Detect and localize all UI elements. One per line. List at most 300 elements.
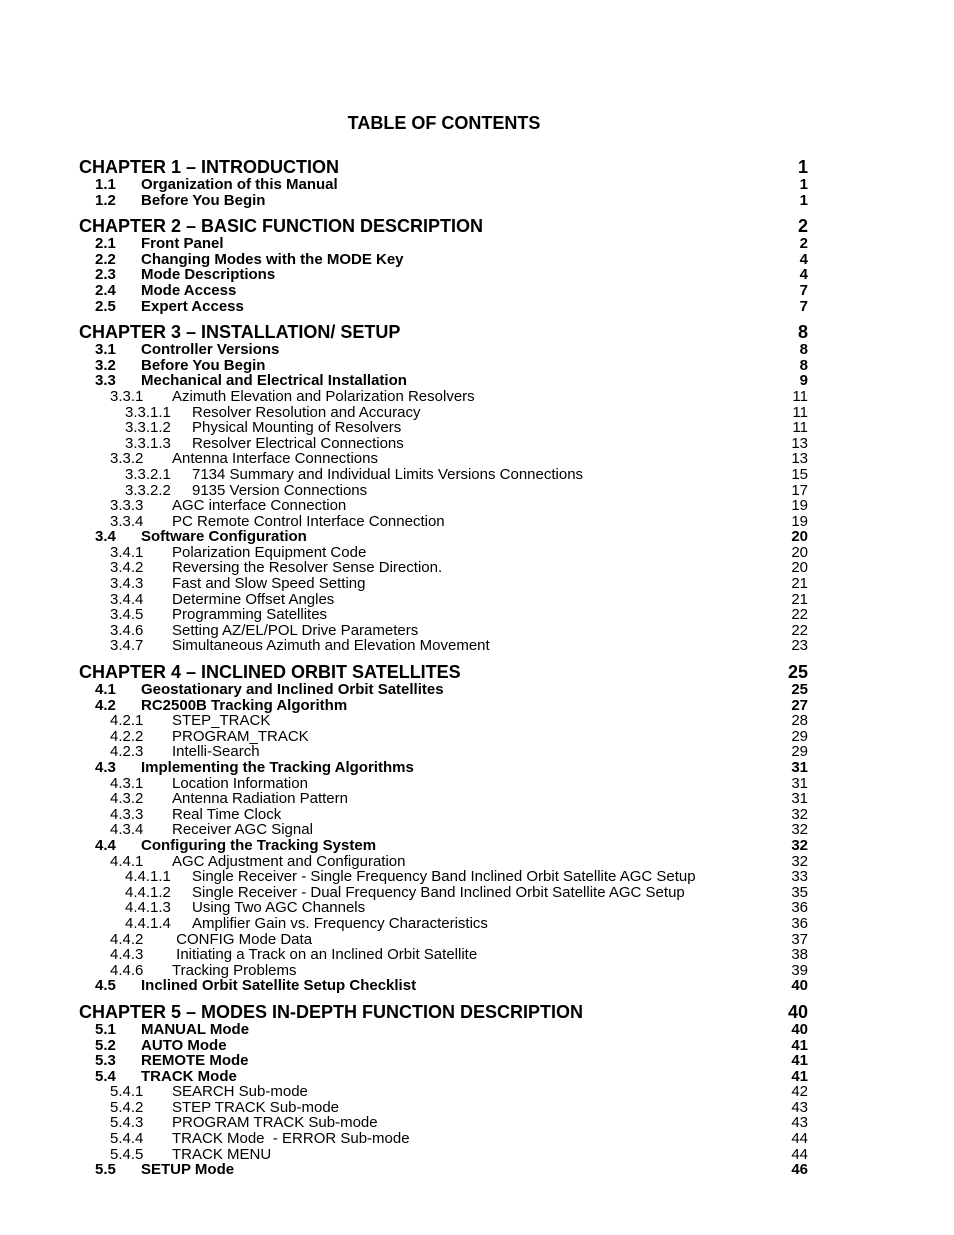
toc-page-number: 39: [791, 961, 808, 979]
toc-entry-title: SETUP Mode: [141, 1162, 235, 1178]
toc-entry-heading: [79, 607, 791, 623]
toc-section-entry: [79, 932, 808, 948]
toc-section-entry: [79, 193, 808, 209]
toc-page-number: 20: [791, 543, 808, 561]
toc-section-entry: [79, 299, 808, 315]
toc-entry-heading: [79, 514, 791, 530]
toc-section-entry: [79, 916, 808, 932]
toc-entry-heading: [79, 342, 800, 358]
toc-entry-number: 2.4: [95, 282, 116, 299]
toc-entry-heading: [79, 560, 791, 576]
toc-entry-number: 4.4.1.1: [125, 869, 171, 885]
toc-entry-heading: [79, 623, 791, 639]
toc-page-number: 40: [791, 977, 808, 995]
toc-entry-title: REMOTE Mode: [141, 1053, 249, 1069]
toc-entry-heading: [79, 236, 800, 252]
toc-entry-number: 3.3.1.3: [125, 435, 171, 452]
toc-section-entry: [79, 638, 808, 654]
toc-entry-heading: [79, 916, 791, 932]
toc-entry-number: 5.4.4: [110, 1131, 144, 1147]
toc-page-number: 41: [791, 1067, 808, 1085]
toc-entry-title: PROGRAM TRACK Sub-mode: [172, 1115, 378, 1132]
toc-chapter-entry: [79, 663, 808, 682]
toc-entry-heading: [79, 1069, 791, 1085]
toc-section-entry: [79, 838, 808, 854]
toc-entry-title: Polarization Equipment Code: [172, 544, 367, 561]
toc-entry-heading: [79, 638, 791, 654]
toc-page-number: 7: [799, 297, 808, 315]
toc-entry-number: 4.3.4: [110, 822, 144, 838]
toc-entry-title: Real Time Clock: [172, 806, 282, 823]
toc-page-number: 7: [799, 281, 808, 299]
toc-entry-title: CHAPTER 2 – BASIC FUNCTION DESCRIPTION: [79, 217, 484, 237]
toc-entry-heading: [79, 947, 791, 963]
toc-entry-heading: [79, 373, 800, 389]
toc-entry-heading: [79, 177, 800, 193]
toc-entry-number: 5.4.5: [110, 1146, 144, 1163]
toc-entry-title: Inclined Orbit Satellite Setup Checklist: [141, 978, 417, 994]
toc-section-entry: [79, 900, 808, 916]
toc-page-number: 28: [791, 712, 808, 730]
toc-entry-number: 5.5: [95, 1162, 116, 1178]
toc-page-number: 2: [797, 216, 808, 237]
toc-page-number: 32: [791, 852, 808, 870]
toc-entry-number: 2.1: [95, 236, 116, 252]
toc-entry-number: 3.3.4: [110, 513, 144, 530]
toc-entry-title: PC Remote Control Interface Connection: [172, 513, 445, 530]
toc-section-entry: [79, 1053, 808, 1069]
toc-section-entry: [79, 576, 808, 592]
table-of-contents: [79, 158, 808, 1178]
toc-page-number: 43: [791, 1098, 808, 1116]
toc-entry-number: 4.4.6: [110, 962, 144, 979]
toc-entry-title: Programming Satellites: [172, 607, 328, 623]
toc-section-entry: [79, 698, 808, 714]
toc-entry-number: 5.4.3: [110, 1115, 144, 1132]
toc-entry-heading: [79, 1022, 791, 1038]
toc-entry-heading: [79, 869, 791, 885]
toc-entry-heading: [79, 1115, 791, 1131]
toc-entry-title: Before You Begin: [141, 357, 266, 374]
toc-page-number: 25: [787, 662, 808, 683]
toc-entry-title: CONFIG Mode Data: [172, 931, 313, 948]
toc-entry-number: 4.4.1.4: [125, 915, 171, 932]
toc-entry-title: SEARCH Sub-mode: [172, 1084, 308, 1100]
toc-section-entry: [79, 1084, 808, 1100]
toc-section-entry: [79, 267, 808, 283]
toc-section-entry: [79, 854, 808, 870]
toc-entry-title: Amplifier Gain vs. Frequency Characteristics: [192, 915, 488, 932]
toc-page-number: 32: [791, 836, 808, 854]
toc-entry-heading: [79, 193, 800, 209]
toc-section-entry: [79, 807, 808, 823]
toc-entry-number: 3.3.2: [110, 451, 144, 467]
toc-section-entry: [79, 177, 808, 193]
toc-entry-number: 4.4.1.3: [125, 900, 171, 916]
toc-page-number: 23: [791, 637, 808, 655]
toc-entry-number: 4.4.1: [110, 853, 144, 870]
toc-entry-title: 7134 Summary and Individual Limits Versions Connections: [192, 466, 584, 483]
toc-entry-title: Mode Access: [141, 282, 237, 299]
toc-entry-heading: [79, 545, 791, 561]
toc-chapter-entry: [79, 1003, 808, 1022]
toc-page-number: 25: [791, 681, 808, 699]
toc-entry-title: Simultaneous Azimuth and Elevation Movement: [172, 638, 490, 655]
toc-entry-heading: [79, 267, 800, 283]
toc-entry-heading: [79, 467, 791, 483]
toc-entry-number: 3.3.2.1: [125, 466, 171, 483]
toc-entry-number: 4.4.3: [110, 947, 144, 963]
toc-entry-number: 3.2: [95, 357, 116, 374]
toc-entry-number: 4.3.3: [110, 806, 144, 823]
toc-entry-title: TRACK Mode - ERROR Sub-mode: [172, 1131, 410, 1147]
toc-page-number: 11: [792, 387, 808, 405]
toc-entry-title: Determine Offset Angles: [172, 591, 335, 608]
toc-entry-heading: [79, 963, 791, 979]
toc-section-entry: [79, 560, 808, 576]
toc-chapter-entry: [79, 158, 808, 177]
toc-section-entry: [79, 978, 808, 994]
toc-entry-number: 4.2: [95, 697, 116, 714]
toc-page-number: 20: [791, 528, 808, 546]
toc-page-number: 42: [791, 1083, 808, 1101]
toc-entry-number: 4.2.2: [110, 728, 144, 745]
toc-page-number: 46: [791, 1161, 808, 1179]
toc-entry-number: 4.2.3: [110, 744, 144, 760]
toc-page-number: 40: [791, 1020, 808, 1038]
toc-entry-heading: [79, 323, 798, 342]
toc-page-number: 17: [791, 481, 808, 499]
toc-page-number: 35: [791, 883, 808, 901]
toc-section-entry: [79, 791, 808, 807]
toc-section-entry: [79, 744, 808, 760]
toc-section-entry: [79, 592, 808, 608]
toc-page-number: 32: [791, 821, 808, 839]
toc-entry-title: Mechanical and Electrical Installation: [141, 373, 407, 389]
toc-section-entry: [79, 236, 808, 252]
toc-section-entry: [79, 498, 808, 514]
toc-entry-heading: [79, 1038, 791, 1054]
toc-entry-heading: [79, 158, 798, 177]
toc-entry-number: 5.4.1: [110, 1084, 144, 1100]
toc-entry-heading: [79, 854, 791, 870]
toc-page-number: 2: [799, 235, 808, 253]
toc-entry-heading: [79, 358, 800, 374]
toc-entry-title: Controller Versions: [141, 342, 280, 358]
toc-page-number: 11: [792, 419, 808, 437]
toc-entry-title: Changing Modes with the MODE Key: [141, 251, 404, 268]
toc-section-entry: [79, 420, 808, 436]
toc-entry-heading: [79, 885, 791, 901]
toc-page-number: 15: [791, 465, 808, 483]
toc-entry-heading: [79, 682, 791, 698]
toc-entry-title: TRACK Mode: [141, 1068, 237, 1085]
toc-page-number: 9: [799, 372, 808, 390]
toc-entry-title: CHAPTER 3 – INSTALLATION/ SETUP: [79, 323, 401, 343]
toc-page-number: 1: [797, 157, 808, 177]
toc-page-number: 21: [791, 575, 808, 593]
toc-entry-title: Setting AZ/EL/POL Drive Parameters: [172, 622, 419, 639]
toc-entry-heading: [79, 1100, 791, 1116]
toc-section-entry: [79, 373, 808, 389]
toc-entry-title: AUTO Mode: [141, 1037, 227, 1054]
toc-entry-number: 5.1: [95, 1021, 116, 1038]
toc-page-number: 1: [799, 191, 808, 209]
toc-entry-number: 3.4.1: [110, 544, 144, 561]
toc-page-number: 40: [787, 1001, 808, 1022]
toc-section-entry: [79, 545, 808, 561]
toc-entry-number: 5.3: [95, 1053, 116, 1069]
toc-entry-heading: [79, 576, 791, 592]
toc-entry-title: STEP TRACK Sub-mode: [172, 1099, 340, 1116]
toc-page-number: 31: [791, 774, 808, 792]
toc-entry-heading: [79, 900, 791, 916]
toc-section-entry: [79, 1162, 808, 1178]
toc-entry-heading: [79, 1147, 791, 1163]
toc-entry-number: 4.3: [95, 760, 116, 776]
toc-entry-heading: [79, 838, 791, 854]
toc-page-number: 29: [791, 727, 808, 745]
toc-entry-heading: [79, 663, 788, 682]
toc-entry-title: AGC interface Connection: [172, 498, 347, 514]
toc-entry-title: Location Information: [172, 775, 308, 792]
toc-entry-title: Configuring the Tracking System: [141, 837, 377, 854]
toc-entry-heading: [79, 1162, 791, 1178]
toc-entry-title: Geostationary and Inclined Orbit Satellites: [141, 682, 444, 698]
toc-page-number: 11: [792, 403, 808, 421]
toc-page-number: 31: [791, 790, 808, 808]
toc-entry-title: Mode Descriptions: [141, 267, 276, 283]
toc-section-entry: [79, 776, 808, 792]
toc-entry-number: 4.3.1: [110, 775, 144, 792]
toc-page-number: 41: [791, 1052, 808, 1070]
toc-entry-number: 2.3: [95, 267, 116, 283]
toc-page-number: 19: [791, 497, 808, 515]
toc-page-number: 21: [791, 590, 808, 608]
toc-page-number: 8: [799, 356, 808, 374]
toc-section-entry: [79, 1100, 808, 1116]
toc-entry-number: 3.3.1.2: [125, 420, 171, 436]
toc-entry-heading: [79, 529, 791, 545]
toc-section-entry: [79, 451, 808, 467]
toc-entry-title: AGC Adjustment and Configuration: [172, 853, 406, 870]
toc-entry-heading: [79, 1084, 791, 1100]
toc-entry-heading: [79, 713, 791, 729]
toc-section-entry: [79, 713, 808, 729]
toc-entry-title: Implementing the Tracking Algorithms: [141, 760, 414, 776]
toc-entry-heading: [79, 744, 791, 760]
toc-entry-title: MANUAL Mode: [141, 1021, 250, 1038]
toc-entry-number: 3.4: [95, 529, 116, 545]
toc-section-entry: [79, 436, 808, 452]
toc-entry-heading: [79, 483, 791, 499]
toc-page-number: 43: [791, 1114, 808, 1132]
toc-section-entry: [79, 405, 808, 421]
toc-entry-heading: [79, 807, 791, 823]
toc-page-number: 38: [791, 946, 808, 964]
toc-entry-title: Physical Mounting of Resolvers: [192, 420, 402, 436]
toc-entry-number: 2.2: [95, 251, 116, 268]
toc-chapter-entry: [79, 217, 808, 236]
toc-entry-number: 5.4: [95, 1068, 116, 1085]
toc-entry-number: 4.5: [95, 978, 116, 994]
toc-entry-title: Using Two AGC Channels: [192, 900, 366, 916]
toc-page-number: 1: [799, 176, 808, 193]
toc-entry-number: 3.4.5: [110, 607, 144, 623]
toc-section-entry: [79, 760, 808, 776]
toc-entry-title: CHAPTER 4 – INCLINED ORBIT SATELLITES: [79, 663, 461, 683]
toc-entry-heading: [79, 252, 800, 268]
toc-entry-title: CHAPTER 5 – MODES IN-DEPTH FUNCTION DESCRIPTION: [79, 1002, 584, 1022]
toc-entry-title: Software Configuration: [141, 529, 307, 545]
toc-entry-title: Single Receiver - Single Frequency Band Inclined Orbit Satellite AGC Setup: [192, 869, 696, 885]
toc-section-entry: [79, 885, 808, 901]
toc-section-entry: [79, 682, 808, 698]
toc-entry-heading: [79, 1003, 788, 1022]
toc-page-number: 4: [799, 250, 808, 268]
toc-entry-number: 3.3.3: [110, 498, 144, 514]
toc-entry-number: 4.1: [95, 682, 116, 698]
toc-entry-heading: [79, 498, 791, 514]
toc-section-entry: [79, 729, 808, 745]
toc-page-number: 27: [791, 696, 808, 714]
toc-section-entry: [79, 514, 808, 530]
toc-entry-heading: [79, 760, 791, 776]
toc-entry-number: 3.4.3: [110, 576, 144, 592]
toc-page-number: 8: [797, 322, 808, 343]
toc-entry-title: STEP_TRACK: [172, 713, 271, 729]
toc-entry-number: 4.4.2: [110, 931, 144, 948]
toc-page-number: 44: [791, 1130, 808, 1148]
toc-entry-title: Reversing the Resolver Sense Direction.: [172, 560, 443, 577]
toc-page-number: 4: [799, 266, 808, 284]
toc-entry-number: 3.3.2.2: [125, 482, 171, 499]
toc-entry-number: 4.3.2: [110, 791, 144, 807]
toc-page-number: 13: [791, 434, 808, 452]
toc-section-entry: [79, 252, 808, 268]
toc-entry-title: Antenna Interface Connections: [172, 451, 378, 467]
toc-entry-title: Before You Begin: [141, 192, 266, 209]
toc-page-number: 44: [791, 1145, 808, 1163]
toc-entry-heading: [79, 698, 791, 714]
toc-page-number: 37: [791, 930, 808, 948]
toc-page-number: 31: [791, 759, 808, 776]
toc-entry-title: CHAPTER 1 – INTRODUCTION: [79, 158, 340, 177]
toc-entry-heading: [79, 791, 791, 807]
toc-entry-title: Receiver AGC Signal: [172, 822, 313, 838]
toc-section-entry: [79, 529, 808, 545]
toc-section-entry: [79, 1131, 808, 1147]
toc-section-entry: [79, 1038, 808, 1054]
toc-entry-title: Front Panel: [141, 236, 224, 252]
toc-entry-title: Azimuth Elevation and Polarization Resolvers: [172, 388, 475, 405]
toc-entry-heading: [79, 420, 792, 436]
toc-entry-title: Single Receiver - Dual Frequency Band Inclined Orbit Satellite AGC Setup: [192, 884, 685, 901]
toc-entry-heading: [79, 592, 791, 608]
toc-entry-heading: [79, 299, 800, 315]
toc-entry-number: 4.4.1.2: [125, 884, 171, 901]
toc-section-entry: [79, 358, 808, 374]
toc-entry-number: 3.4.7: [110, 638, 144, 655]
toc-entry-heading: [79, 451, 791, 467]
toc-section-entry: [79, 963, 808, 979]
toc-section-entry: [79, 1115, 808, 1131]
toc-page-number: 8: [799, 341, 808, 359]
page-title: TABLE OF CONTENTS: [347, 113, 541, 133]
toc-page-number: 29: [791, 743, 808, 761]
toc-entry-title: Tracking Problems: [172, 962, 297, 979]
toc-entry-heading: [79, 1131, 791, 1147]
toc-page-number: 22: [791, 621, 808, 639]
toc-entry-title: Intelli-Search: [172, 744, 260, 760]
toc-entry-heading: [79, 405, 792, 421]
toc-page-number: 36: [791, 914, 808, 932]
toc-section-entry: [79, 869, 808, 885]
toc-section-entry: [79, 822, 808, 838]
toc-entry-title: Antenna Radiation Pattern: [172, 791, 348, 807]
toc-entry-number: 5.2: [95, 1037, 116, 1054]
toc-entry-number: 3.3.1: [110, 388, 144, 405]
toc-section-entry: [79, 947, 808, 963]
toc-entry-number: 4.4: [95, 837, 116, 854]
toc-entry-heading: [79, 932, 791, 948]
toc-section-entry: [79, 1069, 808, 1085]
toc-page-number: 19: [791, 512, 808, 530]
toc-section-entry: [79, 342, 808, 358]
toc-entry-number: 3.1: [95, 342, 116, 358]
toc-entry-heading: [79, 729, 791, 745]
toc-page-number: 20: [791, 559, 808, 577]
toc-section-entry: [79, 467, 808, 483]
toc-entry-heading: [79, 436, 791, 452]
toc-section-entry: [79, 623, 808, 639]
toc-entry-number: 3.4.2: [110, 560, 144, 577]
toc-chapter-entry: [79, 323, 808, 342]
toc-entry-heading: [79, 389, 792, 405]
toc-entry-heading: [79, 1053, 791, 1069]
toc-section-entry: [79, 283, 808, 299]
toc-entry-heading: [79, 283, 800, 299]
toc-entry-title: Resolver Electrical Connections: [192, 435, 404, 452]
toc-section-entry: [79, 1022, 808, 1038]
toc-entry-heading: [79, 822, 791, 838]
toc-entry-number: 3.3.1.1: [125, 404, 171, 421]
toc-entry-number: 2.5: [95, 298, 116, 315]
toc-entry-number: 3.4.4: [110, 591, 144, 608]
toc-entry-title: Fast and Slow Speed Setting: [172, 576, 366, 592]
toc-entry-number: 5.4.2: [110, 1099, 144, 1116]
toc-page-number: 22: [791, 606, 808, 624]
toc-page-number: 32: [791, 805, 808, 823]
toc-entry-title: Initiating a Track on an Inclined Orbit Satellite: [172, 947, 478, 963]
toc-section-entry: [79, 607, 808, 623]
toc-entry-title: Organization of this Manual: [141, 177, 338, 193]
toc-entry-number: 4.2.1: [110, 713, 144, 729]
toc-entry-heading: [79, 978, 791, 994]
toc-entry-number: 3.4.6: [110, 622, 144, 639]
toc-page-number: 13: [791, 450, 808, 468]
toc-entry-number: 1.1: [95, 177, 116, 193]
toc-entry-title: Resolver Resolution and Accuracy: [192, 404, 421, 421]
toc-entry-number: 3.3: [95, 373, 116, 389]
toc-entry-heading: [79, 776, 791, 792]
toc-section-entry: [79, 483, 808, 499]
toc-section-entry: [79, 1147, 808, 1163]
toc-page-number: 36: [791, 899, 808, 917]
toc-entry-title: 9135 Version Connections: [192, 482, 368, 499]
toc-entry-title: Expert Access: [141, 298, 244, 315]
toc-entry-heading: [79, 217, 798, 236]
